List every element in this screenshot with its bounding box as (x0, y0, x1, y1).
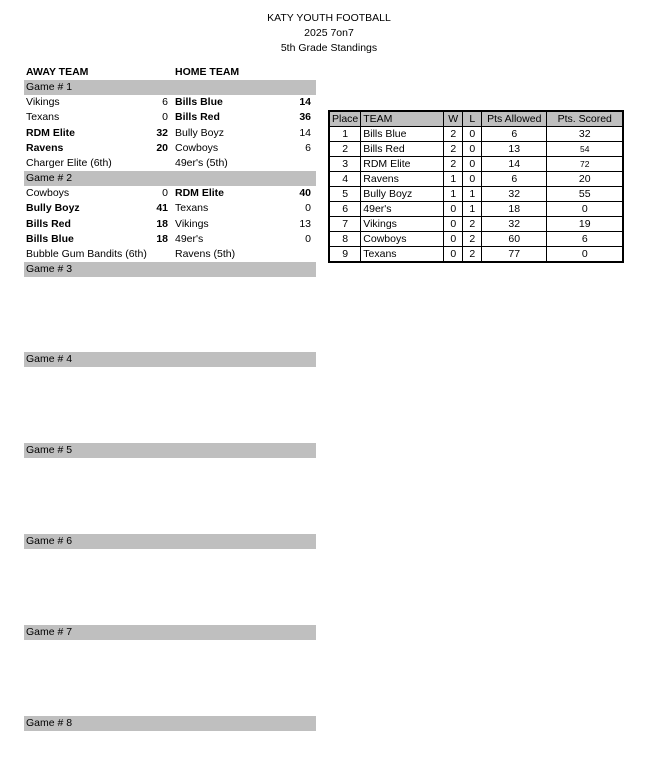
home-team: Bills Red (175, 111, 220, 123)
game-label: Game # 1 (26, 81, 73, 93)
table-row (329, 172, 623, 187)
game-row (0, 126, 320, 141)
game-label: Game # 7 (26, 626, 73, 638)
pts-allowed-cell: 60 (482, 232, 547, 247)
game-8-header (24, 716, 316, 731)
away-team: Vikings (26, 96, 60, 108)
home-team: Ravens (5th) (175, 248, 236, 260)
home-score: 13 (299, 218, 311, 230)
away-team: Bills Red (26, 218, 71, 230)
away-team: Bubble Gum Bandits (6th) (26, 248, 147, 260)
home-score: 36 (299, 111, 311, 123)
game-row (0, 217, 320, 232)
home-score: 40 (299, 187, 311, 199)
losses-cell: 1 (463, 187, 482, 202)
home-team: Texans (175, 202, 209, 214)
away-team: Cowboys (26, 187, 70, 199)
wins-cell: 2 (444, 127, 463, 142)
game-row (0, 110, 320, 125)
league-title: KATY YOUTH FOOTBALL (267, 12, 391, 24)
losses-cell: 2 (463, 232, 482, 247)
place-cell: 8 (329, 232, 361, 247)
away-score: 0 (162, 187, 168, 199)
home-team: RDM Elite (175, 187, 225, 199)
game-4-header (24, 352, 316, 367)
pts-allowed-cell: 32 (482, 217, 547, 232)
game-row (0, 95, 320, 110)
game-2-header (24, 171, 316, 186)
wins-cell: 2 (444, 142, 463, 157)
pts-allowed-cell: 32 (482, 187, 547, 202)
losses-cell: 2 (463, 247, 482, 263)
away-team: Bills Blue (26, 233, 74, 245)
game-row (0, 247, 320, 262)
standings-subtitle: 5th Grade Standings (280, 42, 378, 54)
place-cell: 2 (329, 142, 361, 157)
place-cell: 9 (329, 247, 361, 263)
pts-allowed-cell: 13 (482, 142, 547, 157)
losses-cell: 0 (463, 157, 482, 172)
pts-scored-header: Pts. Scored (547, 111, 624, 127)
wins-cell: 0 (444, 202, 463, 217)
standings-table (328, 110, 624, 263)
wins-cell: 0 (444, 217, 463, 232)
team-cell: Bills Red (361, 142, 444, 157)
game-5-header (24, 443, 316, 458)
pts-scored-cell: 6 (547, 232, 624, 247)
table-row (329, 202, 623, 217)
team-cell: 49er's (361, 202, 444, 217)
away-score: 32 (156, 127, 168, 139)
wins-cell: 2 (444, 157, 463, 172)
away-score: 41 (156, 202, 168, 214)
season-title: 2025 7on7 (304, 27, 354, 39)
pts-allowed-cell: 77 (482, 247, 547, 263)
game-6-header (24, 534, 316, 549)
team-cell: Vikings (361, 217, 444, 232)
wins-cell: 1 (444, 187, 463, 202)
team-cell: Cowboys (361, 232, 444, 247)
home-score: 0 (305, 233, 311, 245)
game-3-header (24, 262, 316, 277)
table-row (329, 217, 623, 232)
table-row (329, 187, 623, 202)
place-cell: 5 (329, 187, 361, 202)
game-row (0, 156, 320, 171)
game-row (0, 141, 320, 156)
away-team: Charger Elite (6th) (26, 157, 112, 169)
game-label: Game # 2 (26, 172, 73, 184)
losses-cell: 0 (463, 142, 482, 157)
team-cell: Bills Blue (361, 127, 444, 142)
away-score: 0 (162, 111, 168, 123)
game-7-header (24, 625, 316, 640)
pts-scored-cell: 20 (547, 172, 624, 187)
pts-scored-cell: 72 (547, 157, 624, 172)
home-score: 6 (305, 142, 311, 154)
losses-cell: 2 (463, 217, 482, 232)
game-label: Game # 8 (26, 717, 73, 729)
pts-allowed-header: Pts Allowed (482, 111, 547, 127)
game-label: Game # 3 (26, 263, 73, 275)
pts-allowed-cell: 6 (482, 172, 547, 187)
game-row (0, 232, 320, 247)
away-score: 20 (156, 142, 168, 154)
place-cell: 7 (329, 217, 361, 232)
wins-header: W (444, 111, 463, 127)
place-header: Place (329, 111, 361, 127)
game-row (0, 201, 320, 216)
losses-cell: 0 (463, 127, 482, 142)
losses-cell: 1 (463, 202, 482, 217)
home-team: Cowboys (175, 142, 219, 154)
pts-scored-cell: 55 (547, 187, 624, 202)
game-label: Game # 4 (26, 353, 73, 365)
home-team: 49er's (5th) (175, 157, 228, 169)
wins-cell: 0 (444, 232, 463, 247)
place-cell: 1 (329, 127, 361, 142)
away-score: 6 (162, 96, 168, 108)
place-cell: 6 (329, 202, 361, 217)
place-cell: 3 (329, 157, 361, 172)
table-row (329, 157, 623, 172)
away-team: Bully Boyz (26, 202, 80, 214)
game-label: Game # 6 (26, 535, 73, 547)
pts-scored-cell: 32 (547, 127, 624, 142)
home-team: Bills Blue (175, 96, 223, 108)
table-row (329, 232, 623, 247)
home-score: 0 (305, 202, 311, 214)
home-team: Vikings (175, 218, 209, 230)
home-team: Bully Boyz (175, 127, 225, 139)
away-score: 18 (156, 233, 168, 245)
table-row (329, 247, 623, 263)
losses-header: L (463, 111, 482, 127)
losses-cell: 0 (463, 172, 482, 187)
team-cell: Texans (361, 247, 444, 263)
game-label: Game # 5 (26, 444, 73, 456)
team-header: TEAM (361, 111, 444, 127)
team-cell: RDM Elite (361, 157, 444, 172)
pts-scored-cell: 54 (547, 142, 624, 157)
away-team: Texans (26, 111, 60, 123)
pts-allowed-cell: 6 (482, 127, 547, 142)
home-score: 14 (299, 96, 311, 108)
pts-allowed-cell: 18 (482, 202, 547, 217)
team-cell: Bully Boyz (361, 187, 444, 202)
standings-header-row (329, 111, 623, 127)
place-cell: 4 (329, 172, 361, 187)
away-team-column-header: AWAY TEAM (26, 66, 89, 78)
home-team-column-header: HOME TEAM (175, 66, 240, 78)
home-score: 14 (299, 127, 311, 139)
game-row (0, 186, 320, 201)
table-row (329, 127, 623, 142)
home-team: 49er's (175, 233, 204, 245)
away-team: Ravens (26, 142, 64, 154)
pts-scored-cell: 0 (547, 247, 624, 263)
wins-cell: 0 (444, 247, 463, 263)
pts-scored-cell: 0 (547, 202, 624, 217)
table-row (329, 142, 623, 157)
team-cell: Ravens (361, 172, 444, 187)
pts-scored-cell: 19 (547, 217, 624, 232)
pts-allowed-cell: 14 (482, 157, 547, 172)
away-team: RDM Elite (26, 127, 76, 139)
away-score: 18 (156, 218, 168, 230)
wins-cell: 1 (444, 172, 463, 187)
game-1-header (24, 80, 316, 95)
